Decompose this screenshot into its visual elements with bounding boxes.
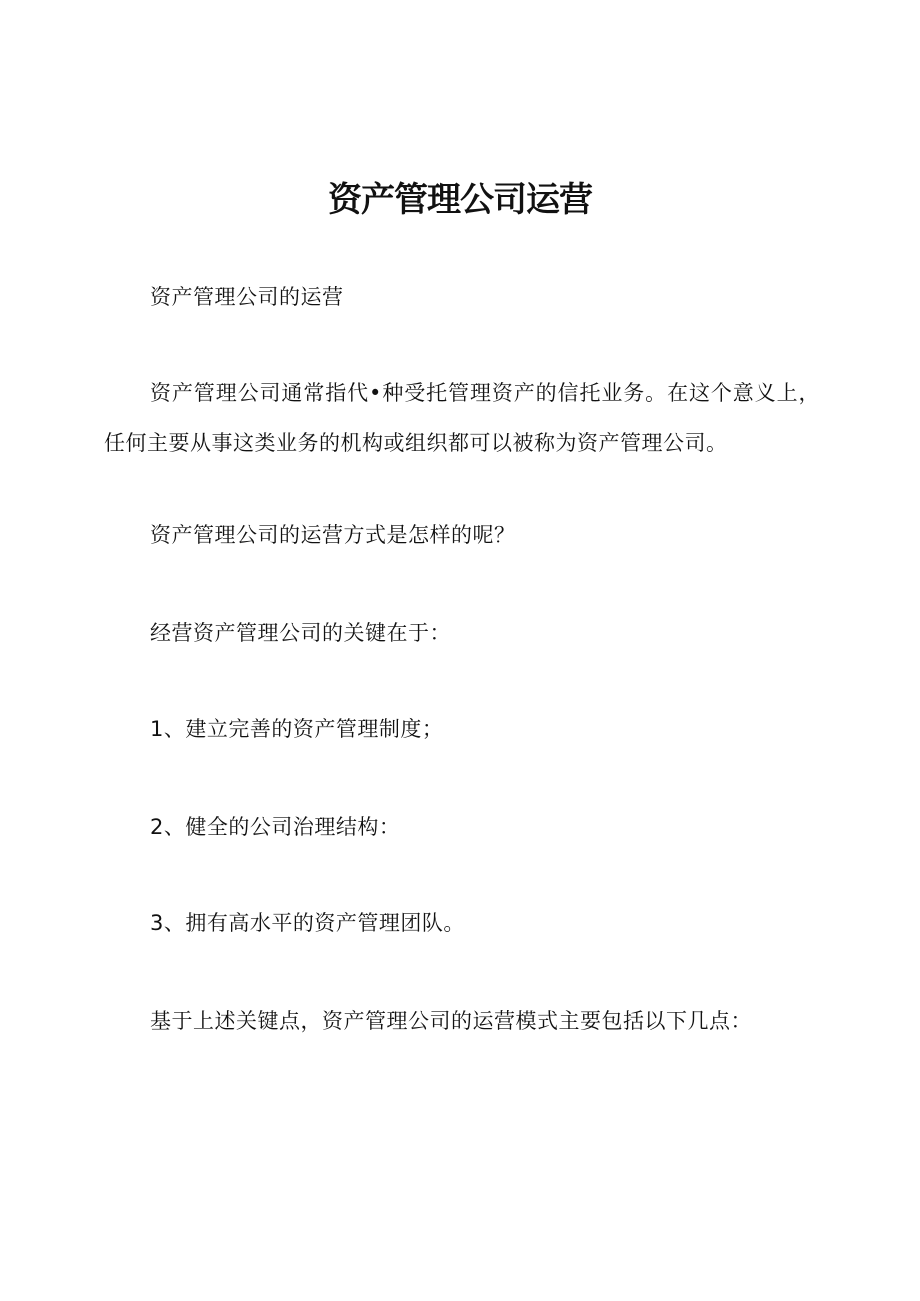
paragraph-definition: 资产管理公司通常指代•种受托管理资产的信托业务。在这个意义上，任何主要从事这类业务的机构或组织都可以被称为资产管理公司。 [104,381,820,455]
document-title: 资产管理公司运营 [328,180,592,220]
paragraph-key-intro: 经营资产管理公司的关键在于： [150,621,451,645]
list-item-1: 1、建立完善的资产管理制度； [150,717,444,741]
list-item-2: 2、健全的公司治理结构： [150,815,401,839]
paragraph-question: 资产管理公司的运营方式是怎样的呢？ [150,523,516,547]
list-item-3: 3、拥有高水平的资产管理团队。 [150,911,465,935]
paragraph-model-intro: 基于上述关键点，资产管理公司的运营模式主要包括以下几点： [150,1009,752,1033]
paragraph-subtitle: 资产管理公司的运营 [150,285,344,309]
